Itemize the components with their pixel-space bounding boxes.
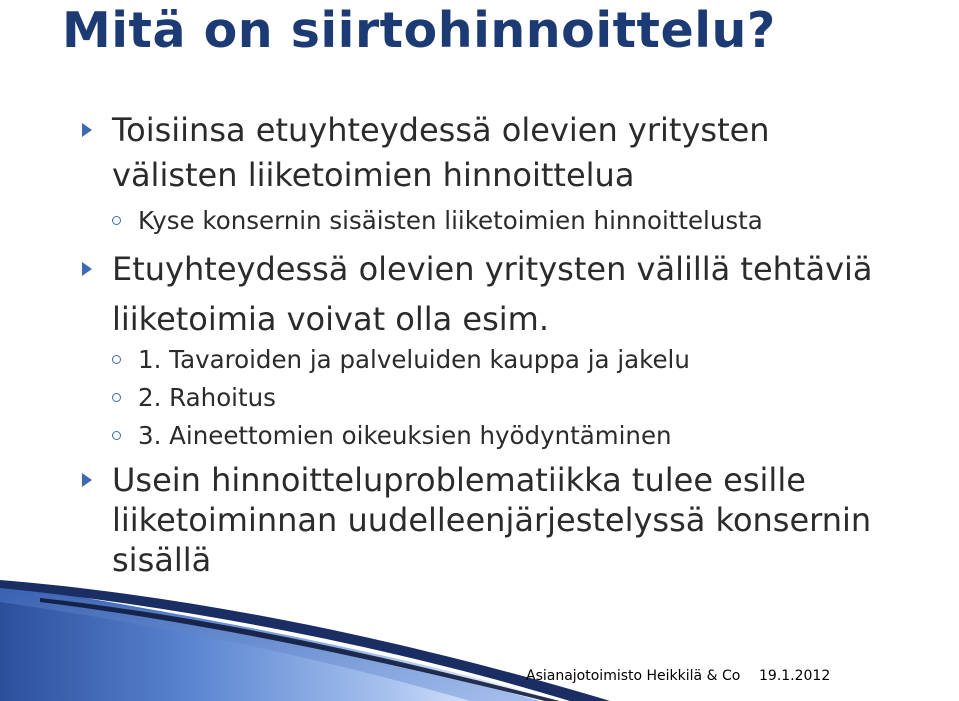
sub-bullet-text: 3. Aineettomien oikeuksien hyödyntäminen [138,421,672,450]
footer-date: 19.1.2012 [759,668,831,684]
triangle-bullet-icon [82,123,92,137]
slide-title: Mitä on siirtohinnoittelu? [62,2,776,59]
circle-bullet-icon [112,431,121,440]
bullet-text: Toisiinsa etuyhteydessä olevien yritysten [112,111,770,149]
sub-bullet-text: 2. Rahoitus [138,383,276,412]
sub-bullet-text: Kyse konsernin sisäisten liiketoimien hinnoittelusta [138,206,763,235]
circle-bullet-icon [112,216,121,225]
bullet-text: Usein hinnoitteluproblematiikka tulee esille [112,461,806,499]
sub-bullet-text: 1. Tavaroiden ja palveluiden kauppa ja jakelu [138,345,690,374]
bullet-text-continuation: liiketoimia voivat olla esim. [112,300,550,338]
triangle-bullet-icon [82,262,92,276]
circle-bullet-icon [112,393,121,402]
bullet-text: Etuyhteydessä olevien yritysten välillä tehtäviä [112,250,873,288]
bullet-text-continuation: välisten liiketoimien hinnoittelua [112,156,635,194]
bullet-text-continuation: liiketoiminnan uudelleenjärjestelyssä konsernin [112,501,872,539]
footer-organization: Asianajotoimisto Heikkilä & Co [526,668,741,684]
circle-bullet-icon [112,355,121,364]
triangle-bullet-icon [82,473,92,487]
bullet-text-continuation: sisällä [112,541,212,579]
